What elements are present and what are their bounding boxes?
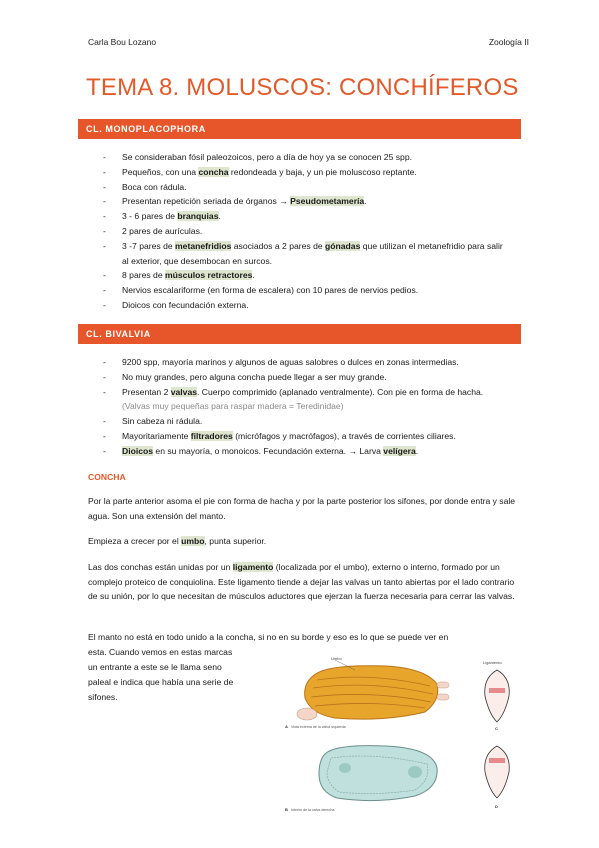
text-run: Nervios escalariforme (en forma de escalera) con 10 pares de nervios pedios.: [122, 285, 419, 296]
text-run: Presentan 2: [122, 386, 171, 397]
concha-paragraph-4-line-3: un entrante a este se le llama seno: [88, 662, 222, 672]
highlight-term: Pseudometamería: [290, 196, 365, 207]
list-item: [100, 283, 510, 298]
muscle-band: [489, 688, 505, 693]
text-run: Sin cabeza ni rádula.: [122, 416, 203, 427]
text-run: (micrófagos y macrófagos), a través de corrientes ciliares.: [232, 430, 456, 441]
highlight-term: músculos retractores: [165, 270, 253, 281]
siphon: [437, 682, 449, 688]
text-run: (localizada por el umbo), externo o interno, formado por un complejo proteico de conquiolina. Este ligamento tiende a dejar las valvas un tanto abiertas por el lado contrario de su unión, por lo que necesitan de músculos aductores que ejerzan la fuerza necesaria para cerrar las valvas.: [88, 562, 515, 601]
text-run: .: [364, 196, 367, 207]
highlight-term: velígera: [383, 445, 416, 456]
section-outline: [485, 746, 510, 798]
list-item: [100, 165, 510, 180]
header-subject: Zoología II: [488, 37, 529, 47]
adductor-scar: [408, 766, 422, 778]
text-run: Boca con rádula.: [122, 181, 187, 192]
text-run: Pequeños, con una: [122, 166, 199, 177]
list-item: [100, 194, 510, 209]
section-heading-bivalvia: CL. BIVALVIA: [78, 324, 521, 344]
figure-label-b: B: [285, 807, 288, 812]
list-item: [100, 209, 510, 224]
muscle-band: [489, 758, 505, 763]
shell-outline: [305, 666, 438, 719]
highlight-term: Dioicos: [122, 445, 154, 456]
concha-paragraph-2: [88, 534, 524, 549]
bivalve-shell-figure: [275, 656, 533, 816]
list-item: [100, 414, 510, 429]
list-item: [100, 429, 510, 444]
text-run: asociados a 2 pares de: [231, 240, 326, 251]
text-run: , punta superior.: [204, 536, 267, 546]
page-title: TEMA 8. MOLUSCOS: CONCHÍFEROS: [86, 74, 519, 101]
concha-paragraph-4-line-5: sifones.: [88, 692, 118, 702]
text-run: 2 pares de aurículas.: [122, 225, 203, 236]
text-run: en su mayoría, o monoicos. Fecundación externa. → Larva: [153, 445, 384, 456]
foot: [297, 708, 317, 720]
list-item: [100, 224, 510, 239]
shell-external-view: [285, 656, 449, 729]
text-run: 8 pares de: [122, 270, 165, 281]
caption-b: Interior de la valva derecha: [291, 808, 335, 812]
text-run: Dioicos con fecundación externa.: [122, 299, 249, 310]
text-run: Se consideraban fósil paleozoicos, pero a día de hoy ya se conocen 25 spp.: [122, 152, 412, 162]
list-item: [100, 150, 510, 165]
adductor-scar: [339, 763, 351, 773]
subheading-concha: CONCHA: [88, 472, 126, 482]
list-item: [100, 268, 510, 283]
shell-interior-view: [285, 746, 437, 812]
text-run: Mayoritariamente: [122, 430, 191, 441]
label-ligamento: Ligamento: [483, 660, 502, 665]
figure-label-a: A: [285, 724, 288, 729]
list-item: [100, 298, 510, 313]
highlight-umbo: umbo: [181, 536, 205, 546]
highlight-term: metanefridios: [175, 240, 232, 251]
concha-paragraph-3: [88, 560, 524, 604]
concha-paragraph-1: Por la parte anterior asoma el pie con forma de hacha y por la parte posterior los sifones, por donde entra y sale agua. Son una extensión del manto.: [88, 496, 516, 521]
text-run: 3 - 6 pares de: [122, 211, 178, 222]
text-run: redondeada y baja, y un pie moluscoso reptante.: [228, 166, 417, 177]
list-item: [100, 385, 510, 415]
text-run: .: [415, 445, 419, 456]
highlight-term: concha: [198, 166, 229, 177]
highlight-term: branquias: [177, 211, 219, 222]
text-run: que utilizan el metanefridio para salir al exterior, que desembocan en surcos.: [122, 240, 503, 266]
caption-a: Vista externa de la valva izquierda: [291, 725, 346, 729]
list-item: [100, 355, 510, 370]
highlight-term: filtradores: [190, 430, 233, 441]
figure-label-c: C: [495, 726, 498, 731]
highlight-term: valvas: [170, 386, 198, 397]
list-item: [100, 370, 510, 385]
text-run: Presentan repetición seriada de órganos →: [122, 196, 291, 207]
concha-paragraph-4-line-1: El manto no está en todo unido a la concha, si no en su borde y eso es lo que se puede ver en: [88, 632, 449, 642]
cross-section-d: [485, 746, 510, 809]
label-umbo: Umbo: [331, 656, 342, 661]
text-run: .: [252, 270, 255, 281]
text-run: . Cuerpo comprimido (aplanado ventralmente). Con pie en forma de hacha.: [197, 386, 484, 397]
note-text: (Valvas muy pequeñas para raspar madera = Teredinidae): [122, 401, 344, 412]
text-run: 3 -7 pares de: [122, 240, 176, 251]
monoplacophora-list: [100, 150, 510, 313]
text-run: Empieza a crecer por el: [88, 536, 182, 546]
figure-label-d: D: [495, 804, 498, 809]
section-heading-monoplacophora: CL. MONOPLACOPHORA: [78, 119, 521, 139]
cross-section-c: [483, 660, 509, 731]
highlight-term: gónadas: [325, 240, 361, 251]
text-run: 9200 spp, mayoría marinos y algunos de aguas salobres o dulces en zonas intermedias.: [122, 357, 459, 367]
text-run: .: [218, 211, 221, 222]
concha-paragraph-4-line-2: esta. Cuando vemos en estas marcas: [88, 647, 233, 657]
text-run: Las dos conchas están unidas por un: [88, 562, 233, 572]
header-author: Carla Bou Lozano: [88, 37, 157, 47]
list-item: [100, 444, 510, 459]
bivalvia-list: [100, 355, 510, 459]
list-item: [100, 180, 510, 195]
siphon: [437, 694, 449, 700]
highlight-ligamento: ligamento: [232, 562, 274, 572]
list-item: [100, 239, 510, 269]
section-outline: [485, 670, 510, 722]
text-run: No muy grandes, pero alguna concha puede llegar a ser muy grande.: [122, 371, 387, 382]
concha-paragraph-4-line-4: paleal e indica que había una serie de: [88, 677, 234, 687]
